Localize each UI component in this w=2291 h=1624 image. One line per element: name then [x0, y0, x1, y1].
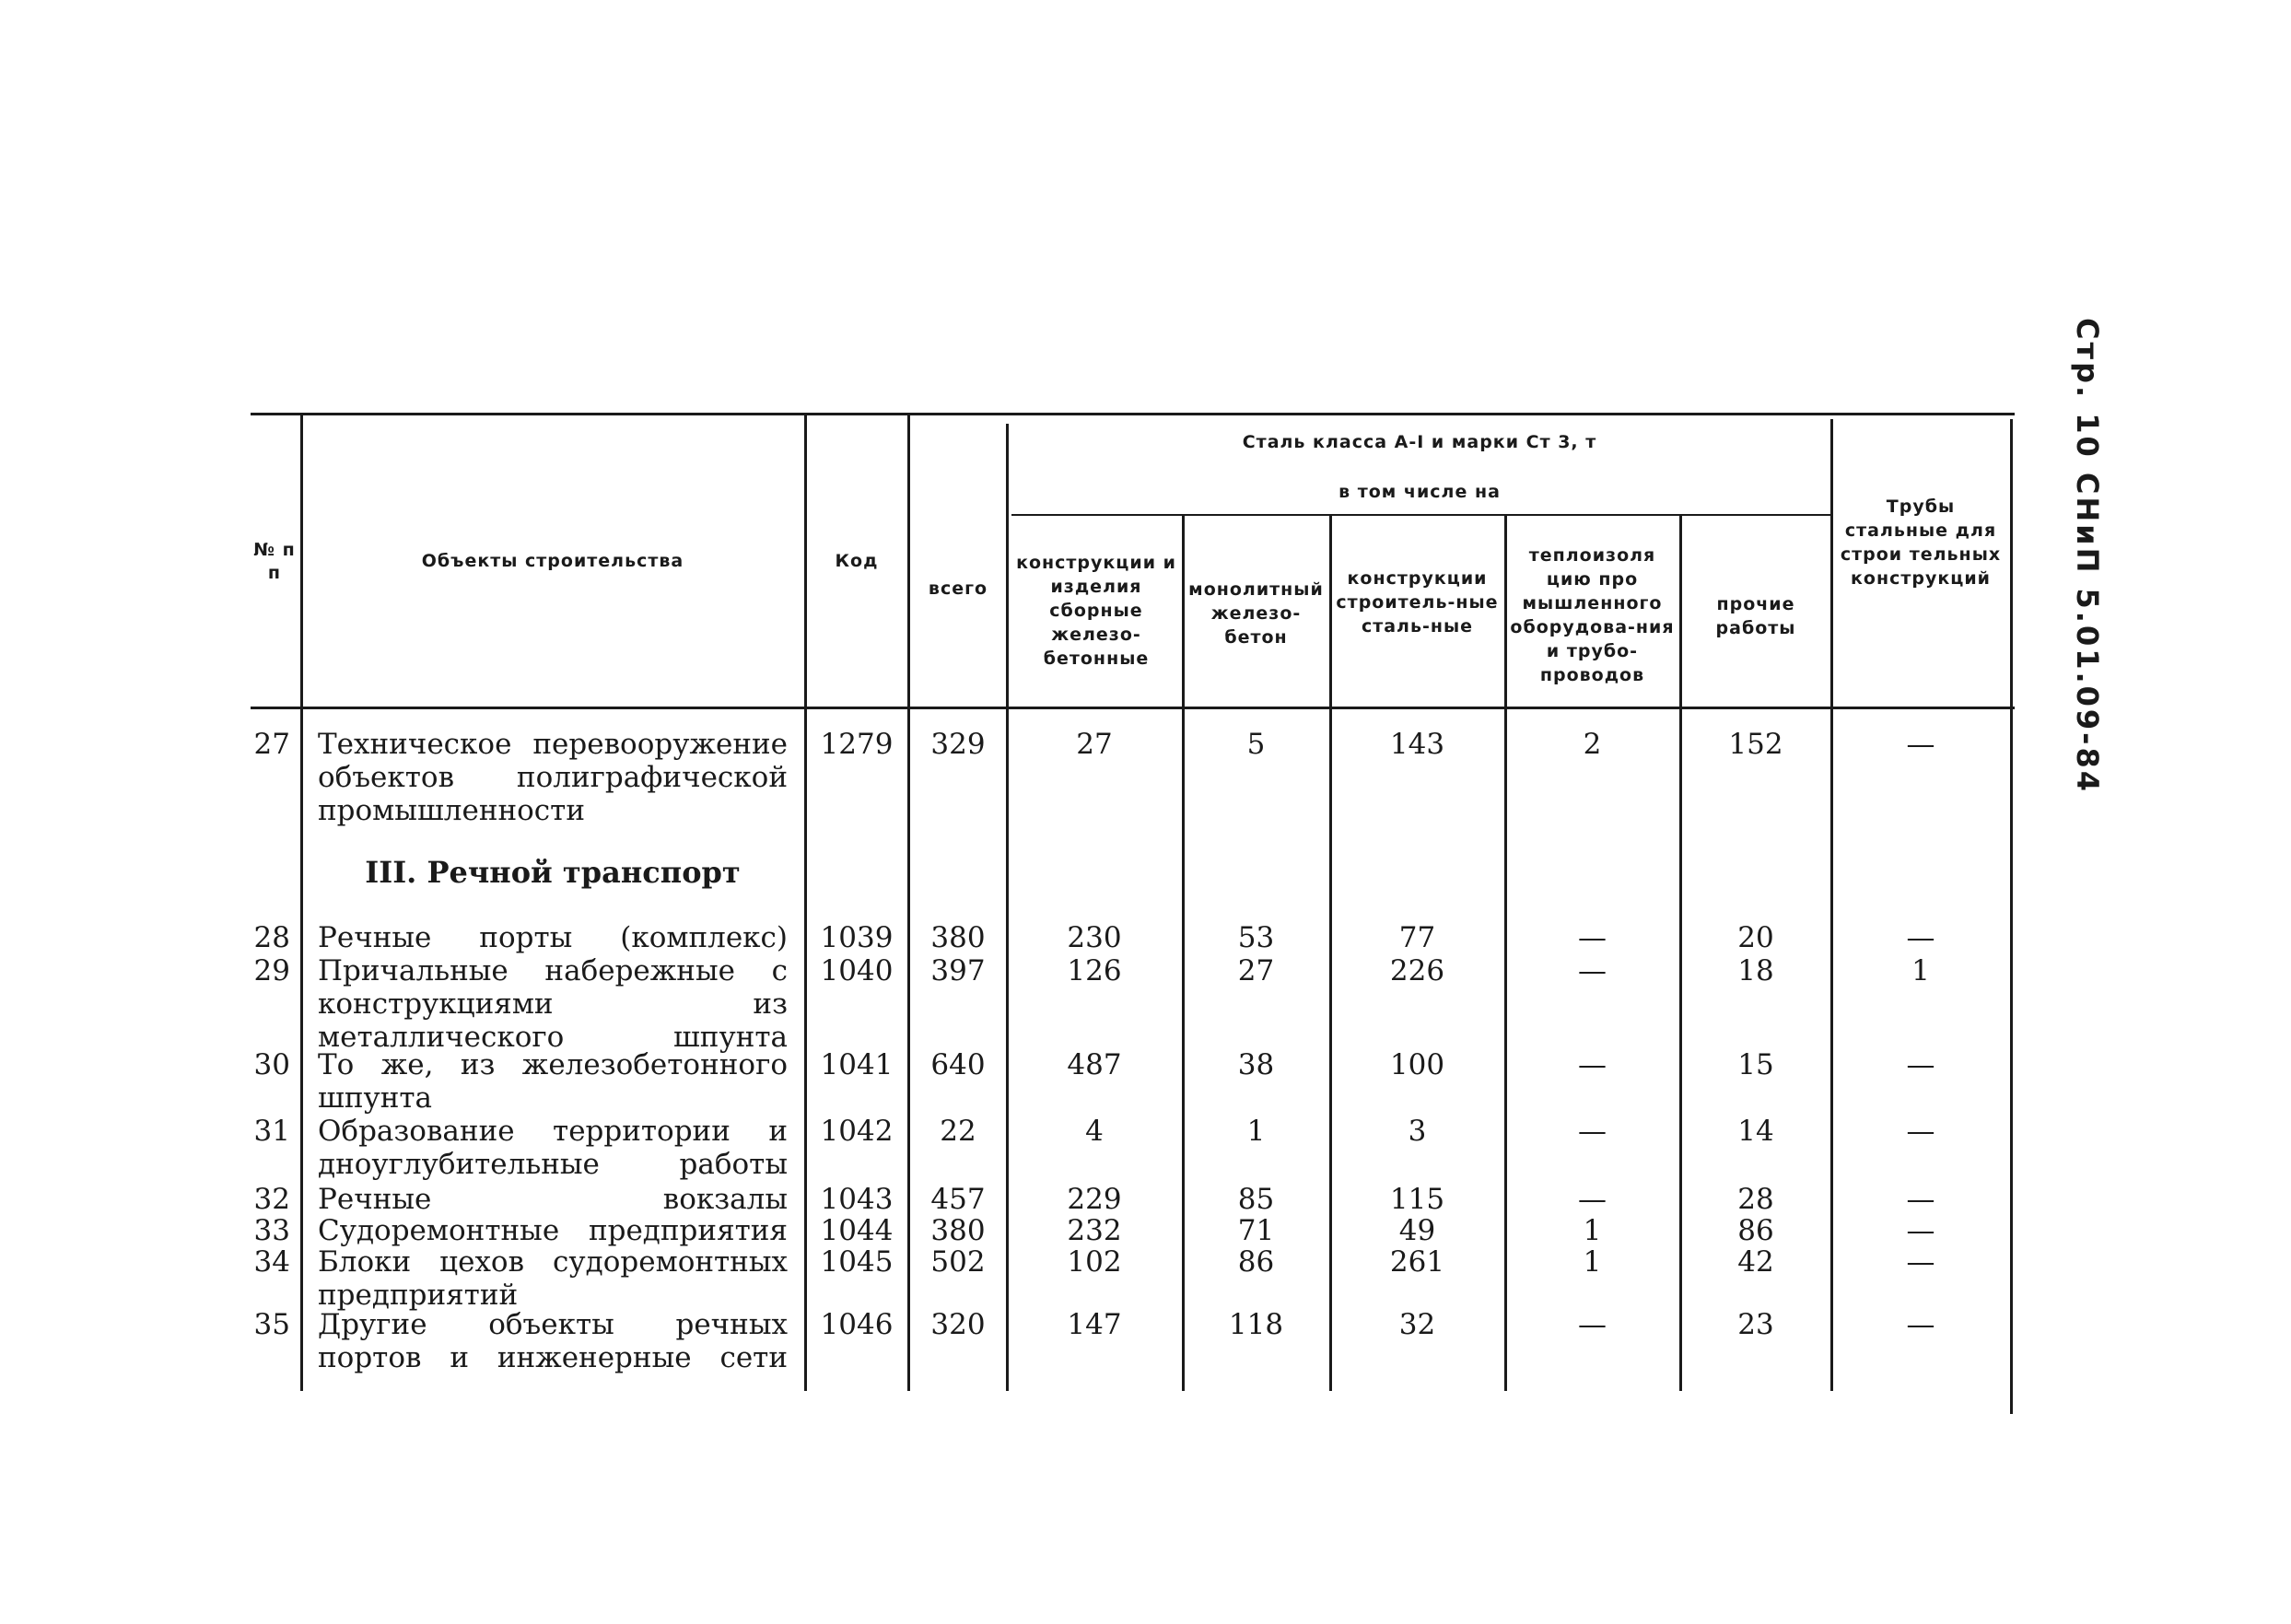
cell-total: 380 [930, 921, 986, 954]
cell-object-name: Речные порты (комплекс) [318, 921, 788, 954]
cell-c1: 27 [1076, 728, 1113, 761]
cell-object-name: Блоки цехов судоремонтных предприятий [318, 1245, 788, 1312]
cell-pipes: — [1906, 1214, 1935, 1247]
cell-c3: 100 [1389, 1048, 1445, 1081]
cell-total: 640 [930, 1048, 986, 1081]
cell-c1: 4 [1085, 1115, 1104, 1148]
header-incl: в том числе на [1338, 482, 1501, 502]
cell-object-name: Речные вокзалы [318, 1183, 788, 1216]
cell-c3: 115 [1389, 1183, 1445, 1216]
cell-c5: 15 [1737, 1048, 1774, 1081]
cell-c2: 38 [1237, 1048, 1275, 1081]
cell-c5: 20 [1737, 921, 1774, 954]
cell-c4: 2 [1583, 728, 1602, 761]
cell-c2: 86 [1237, 1245, 1275, 1279]
cell-c1: 102 [1067, 1245, 1122, 1279]
cell-c5: 14 [1737, 1115, 1774, 1148]
col-divider-num [300, 415, 303, 1391]
cell-c3: 261 [1389, 1245, 1445, 1279]
header-code: Код [835, 551, 879, 571]
cell-pipes: — [1906, 1183, 1935, 1216]
header-objects: Объекты строительства [421, 551, 684, 571]
cell-num: 31 [253, 1115, 290, 1148]
cell-object-name: То же, из железобетонного шпунта [318, 1048, 788, 1115]
cell-c3: 32 [1398, 1308, 1436, 1341]
cell-pipes: 1 [1911, 954, 1930, 987]
cell-c1: 487 [1067, 1048, 1122, 1081]
cell-num: 29 [253, 954, 290, 987]
cell-c4: — [1578, 921, 1607, 954]
cell-c1: 232 [1067, 1214, 1122, 1247]
cell-object-name: Образование территории и дноуглубительные работы [318, 1115, 788, 1181]
header-bottom-rule [251, 707, 2015, 709]
header-c5: прочие работы [1715, 594, 1796, 638]
cell-num: 35 [253, 1308, 290, 1341]
cell-num: 32 [253, 1183, 290, 1216]
cell-num: 33 [253, 1214, 290, 1247]
cell-c3: 77 [1398, 921, 1436, 954]
header-c1: конструкции и изделия сборные железо-бетонные [1016, 553, 1176, 669]
cell-c1: 229 [1067, 1183, 1122, 1216]
cell-object-name: Судоремонтные предприятия [318, 1214, 788, 1247]
cell-code: 1043 [820, 1183, 894, 1216]
cell-total: 457 [930, 1183, 986, 1216]
table-top-rule [251, 413, 2015, 415]
cell-c4: 1 [1583, 1214, 1602, 1247]
cell-c2: 118 [1228, 1308, 1284, 1341]
col-divider-pipes [2010, 419, 2013, 1414]
header-total: всего [928, 578, 988, 599]
page-side-caption: Стр. 10 СНиП 5.01.09-84 [2070, 318, 2105, 794]
cell-code: 1042 [820, 1115, 894, 1148]
cell-code: 1044 [820, 1214, 894, 1247]
cell-c3: 143 [1389, 728, 1445, 761]
cell-code: 1041 [820, 1048, 894, 1081]
header-num: № п п [253, 540, 296, 583]
cell-pipes: — [1906, 1048, 1935, 1081]
cell-c2: 85 [1237, 1183, 1275, 1216]
cell-object-name: Техническое перевооружение объектов полиграфической промышленности [318, 728, 788, 827]
cell-c2: 27 [1237, 954, 1275, 987]
cell-num: 28 [253, 921, 290, 954]
cell-code: 1279 [820, 728, 894, 761]
cell-c2: 53 [1237, 921, 1275, 954]
cell-pipes: — [1906, 1308, 1935, 1341]
header-steel-group: Сталь класса А-I и марки Ст 3, т [1242, 432, 1597, 452]
cell-num: 30 [253, 1048, 290, 1081]
cell-c2: 1 [1246, 1115, 1266, 1148]
cell-total: 320 [930, 1308, 986, 1341]
cell-c4: — [1578, 1308, 1607, 1341]
cell-c1: 126 [1067, 954, 1122, 987]
header-c4: теплоизоля цию про мышленного оборудова-ния и трубо-проводов [1510, 545, 1675, 685]
steel-subheader-rule [1011, 514, 1833, 516]
cell-c5: 18 [1737, 954, 1774, 987]
cell-object-name: Причальные набережные с конструкциями из металлического шпунта [318, 954, 788, 1054]
cell-c1: 147 [1067, 1308, 1122, 1341]
cell-code: 1045 [820, 1245, 894, 1279]
cell-c4: — [1578, 954, 1607, 987]
cell-c5: 42 [1737, 1245, 1774, 1279]
cell-c4: — [1578, 1048, 1607, 1081]
header-pipes: Трубы стальные для строи тельных конструкций [1840, 497, 2002, 589]
cell-code: 1039 [820, 921, 894, 954]
cell-total: 329 [930, 728, 986, 761]
cell-c2: 71 [1237, 1214, 1275, 1247]
cell-object-name: Другие объекты речных портов и инженерные сети [318, 1308, 788, 1374]
cell-c5: 23 [1737, 1308, 1774, 1341]
cell-c5: 152 [1728, 728, 1783, 761]
cell-total: 397 [930, 954, 986, 987]
section-title: III. Речной транспорт [365, 855, 741, 890]
cell-total: 502 [930, 1245, 986, 1279]
cell-code: 1040 [820, 954, 894, 987]
cell-num: 27 [253, 728, 290, 761]
cell-c3: 49 [1398, 1214, 1436, 1247]
cell-c3: 226 [1389, 954, 1445, 987]
cell-c4: 1 [1583, 1245, 1602, 1279]
cell-num: 34 [253, 1245, 290, 1279]
header-c3: конструкции строитель-ные сталь-ные [1336, 568, 1499, 637]
cell-c5: 86 [1737, 1214, 1774, 1247]
cell-c4: — [1578, 1115, 1607, 1148]
header-c2: монолитный железо-бетон [1188, 579, 1324, 648]
cell-total: 380 [930, 1214, 986, 1247]
cell-c3: 3 [1408, 1115, 1427, 1148]
cell-code: 1046 [820, 1308, 894, 1341]
cell-pipes: — [1906, 1245, 1935, 1279]
cell-pipes: — [1906, 1115, 1935, 1148]
cell-pipes: — [1906, 921, 1935, 954]
cell-c2: 5 [1246, 728, 1266, 761]
cell-c4: — [1578, 1183, 1607, 1216]
cell-pipes: — [1906, 728, 1935, 761]
cell-c1: 230 [1067, 921, 1122, 954]
cell-total: 22 [940, 1115, 976, 1148]
cell-c5: 28 [1737, 1183, 1774, 1216]
